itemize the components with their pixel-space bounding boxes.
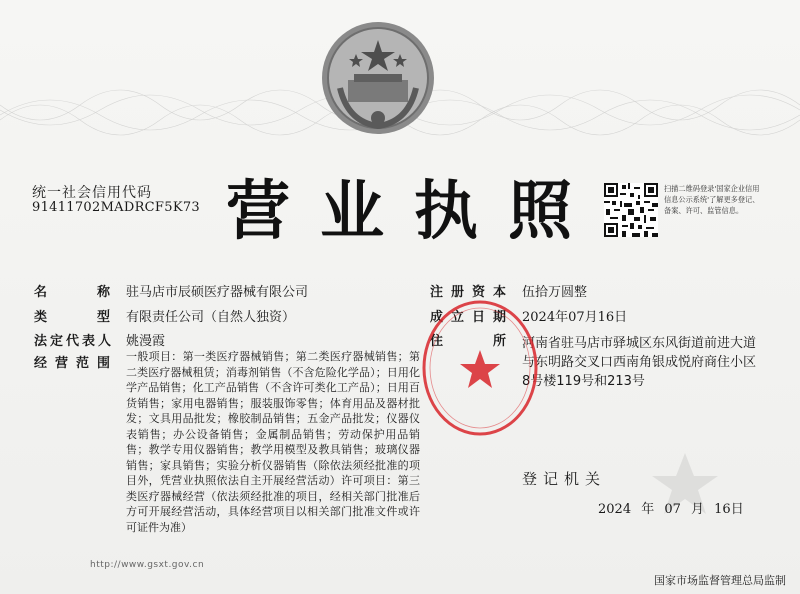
legal-rep-label: 法定代表人 — [34, 334, 115, 349]
footer-issuer: 国家市场监督管理总局监制 — [654, 574, 786, 587]
capital-label: 注 册 资 本 — [430, 285, 506, 300]
document-title: 营业执照 — [226, 175, 602, 249]
established-date-value: 2024年07月16日 — [522, 310, 628, 325]
capital-value: 伍拾万圆整 — [522, 285, 588, 300]
business-scope-label: 经 营 范 围 — [34, 356, 110, 371]
type-label: 类 型 — [34, 310, 110, 325]
registration-authority-label: 登记机关 — [522, 470, 607, 488]
name-label: 名 称 — [34, 285, 110, 300]
address-label: 住 所 — [430, 334, 506, 349]
company-type-value: 有限责任公司（自然人独资） — [126, 310, 296, 325]
address-value: 河南省驻马店市驿城区东风街道前进大道与东明路交叉口西南角银成悦府商住小区8号楼119号和213号 — [522, 336, 757, 389]
national-emblem-icon — [318, 18, 438, 138]
credit-code-label: 统一社会信用代码 — [32, 185, 152, 201]
legal-rep-value: 姚漫霞 — [126, 334, 166, 349]
website-url[interactable]: http://www.gsxt.gov.cn — [90, 560, 205, 570]
business-scope-value: 一般项目：第一类医疗器械销售；第二类医疗器械销售；第二类医疗器械租赁；消毒剂销售（不含危险化学品）；日用化学产品销售；化工产品销售（不含许可类化工产品）；日用百货销售；家用电器销售；服装服饰零售；体育用品及器材批发；文具用品批发；橡胶制品销售；五金产品批发；仪器仪表销售；办公设备销售；金属制品销售；劳动保护用品销售；教学专用仪器销售；教学用模型及教具销售；玻璃仪器销售；家具销售；实验分析仪器销售（除依法须经批准的项目外，凭营业执照依法自主开展经营活动）许可项目：第三类医疗器械经营（依法须经批准的项目，经相关部门批准后方可开展经营活动，具体经营项目以相关部门批准文件或许可证件为准） — [126, 350, 420, 534]
company-seal-icon — [420, 298, 540, 438]
qr-instructions: 扫描二维码登录'国家企业信用信息公示系统'了解更多登记、备案、许可、监管信息。 — [664, 184, 760, 215]
established-date-label: 成 立 日 期 — [430, 310, 506, 325]
company-name-value: 驻马店市辰硕医疗器械有限公司 — [126, 285, 309, 300]
qr-code-icon[interactable] — [604, 183, 658, 237]
credit-code-value: 91411702MADRCF5K73 — [32, 200, 200, 215]
registration-date: 2024 年 07 月 16日 — [598, 502, 744, 517]
